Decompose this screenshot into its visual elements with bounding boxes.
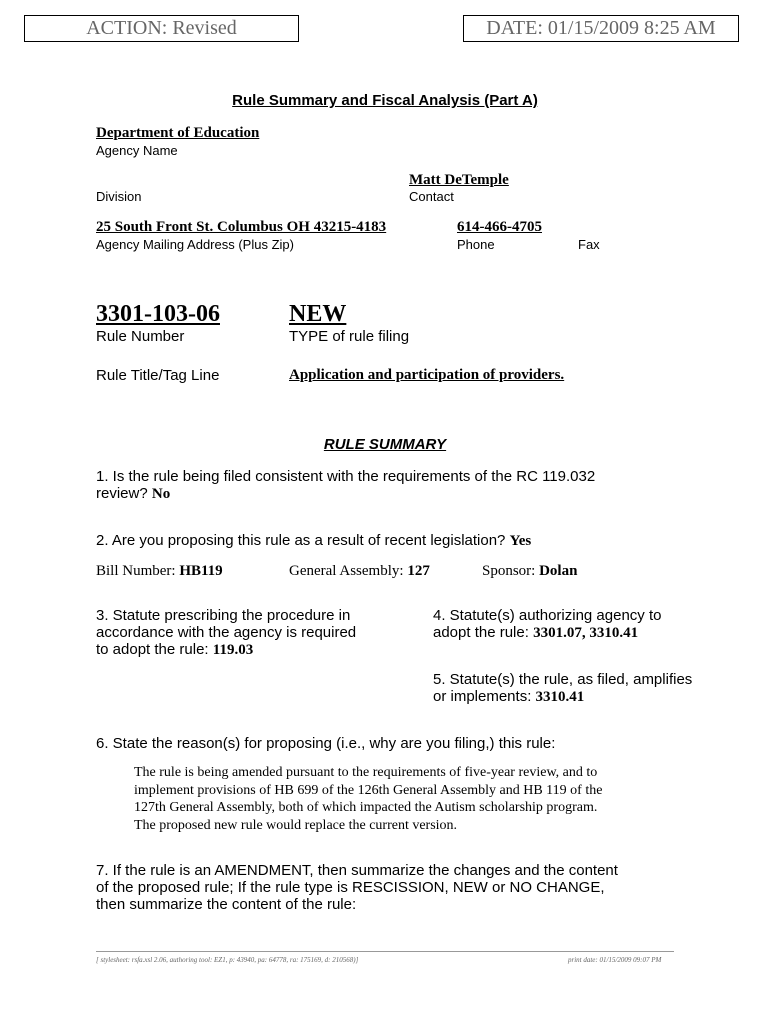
agency-name-label: Agency Name — [96, 143, 178, 158]
date-box — [463, 15, 739, 42]
contact-value: Matt DeTemple — [409, 172, 509, 188]
question-1-answer: No — [151, 486, 171, 502]
question-6-answer-line: implement provisions of HB 699 of the 126th General Assembly and HB 119 of the — [134, 782, 603, 798]
phone-value: 614-466-4705 — [457, 219, 542, 235]
address-label: Agency Mailing Address (Plus Zip) — [96, 237, 294, 252]
question-4-line2: adopt the rule: — [433, 624, 529, 641]
general-assembly-label: General Assembly: — [289, 563, 404, 579]
rule-type-value: NEW — [289, 301, 347, 327]
question-7-line: 7. If the rule is an AMENDMENT, then summarize the changes and the content — [96, 862, 618, 879]
sponsor-label: Sponsor: — [482, 563, 536, 579]
question-7-line: then summarize the content of the rule: — [96, 896, 357, 913]
question-7-line: of the proposed rule; If the rule type is RESCISSION, NEW or NO CHANGE, — [96, 879, 605, 896]
question-2-text: 2. Are you proposing this rule as a result of recent legislation? — [96, 532, 506, 549]
page-title: Rule Summary and Fiscal Analysis (Part A) — [232, 92, 538, 109]
rule-summary-heading: RULE SUMMARY — [323, 436, 447, 453]
bill-number-label: Bill Number: — [96, 563, 176, 579]
question-7 — [96, 862, 716, 913]
action-box — [24, 15, 299, 42]
question-3 — [96, 607, 416, 659]
question-1-line1: 1. Is the rule being filed consistent with the requirements of the RC 119.032 — [96, 468, 596, 485]
general-assembly — [289, 563, 430, 580]
footer-print-date: print date: 01/15/2009 09:07 PM — [568, 956, 662, 964]
sponsor-value: Dolan — [539, 563, 578, 579]
question-4-line1: 4. Statute(s) authorizing agency to — [433, 607, 662, 624]
rule-title-value: Application and participation of providers. — [289, 367, 565, 383]
question-5 — [433, 671, 753, 706]
question-6-answer-line: The rule is being amended pursuant to the requirements of five-year review, and to — [134, 765, 598, 780]
question-3-answer: 119.03 — [212, 642, 254, 658]
question-5-line2: or implements: — [433, 688, 532, 705]
question-3-line2: accordance with the agency is required — [96, 624, 357, 641]
question-1-line2: review? — [96, 485, 148, 502]
question-6-answer — [134, 764, 602, 834]
question-3-line3: to adopt the rule: — [96, 641, 209, 658]
sponsor — [482, 563, 577, 580]
question-4-answer: 3301.07, 3310.41 — [533, 625, 639, 641]
question-2 — [96, 532, 696, 550]
phone-label: Phone — [457, 237, 495, 252]
footer-divider — [96, 951, 674, 952]
action-text: ACTION: Revised — [86, 17, 237, 39]
rule-number-value: 3301-103-06 — [96, 301, 220, 327]
question-1 — [96, 468, 696, 503]
address-value: 25 South Front St. Columbus OH 43215-4183 — [96, 219, 387, 235]
bill-number-value: HB119 — [179, 563, 223, 579]
agency-name-value: Department of Education — [96, 125, 260, 141]
rule-type-label: TYPE of rule filing — [289, 328, 410, 345]
question-3-line1: 3. Statute prescribing the procedure in — [96, 607, 351, 624]
question-6-answer-line: 127th General Assembly, both of which impacted the Autism scholarship program. — [134, 800, 598, 815]
contact-label: Contact — [409, 189, 454, 204]
question-6: 6. State the reason(s) for proposing (i.e., why are you filing,) this rule: — [96, 735, 556, 752]
rule-number-label: Rule Number — [96, 328, 185, 345]
fax-label: Fax — [578, 237, 600, 252]
rule-title-label: Rule Title/Tag Line — [96, 367, 220, 384]
question-6-answer-line: The proposed new rule would replace the current version. — [134, 817, 458, 833]
question-5-line1: 5. Statute(s) the rule, as filed, amplifies — [433, 671, 693, 688]
general-assembly-value: 127 — [407, 563, 430, 579]
division-label: Division — [96, 189, 142, 204]
footer-stylesheet-info: [ stylesheet: rsfa.xsl 2.06, authoring tool: EZ1, p: 43940, pa: 64778, ra: 175169, d: 210568)] — [96, 956, 359, 964]
bill-number — [96, 563, 223, 580]
question-4 — [433, 607, 753, 642]
question-2-answer: Yes — [509, 533, 532, 549]
date-text: DATE: 01/15/2009 8:25 AM — [486, 17, 716, 39]
question-5-answer: 3310.41 — [535, 689, 585, 705]
